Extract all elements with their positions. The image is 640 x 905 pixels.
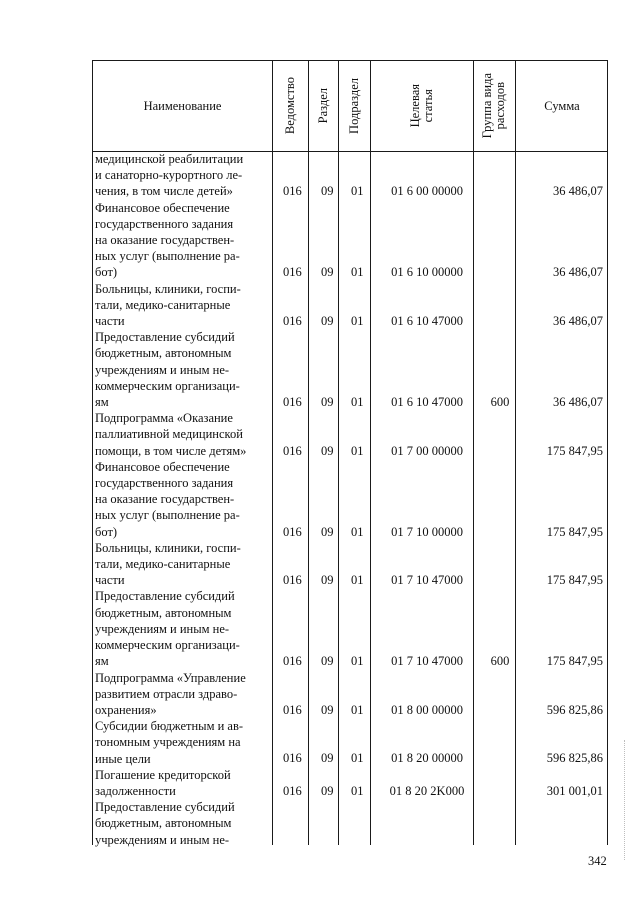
row-name-line: паллиативной медицинской: [95, 427, 243, 442]
row-name-line: Предоставление субсидий: [95, 589, 235, 604]
row-celevaya-value: 01 8 20 2K000: [389, 783, 465, 798]
row-name-line: бот): [95, 265, 118, 280]
row-razdel-value: 09: [321, 265, 334, 280]
row-name-line: учреждениям и иным не-: [95, 362, 230, 377]
header-gruppa-cell: [473, 61, 515, 151]
row-razdel-value: 09: [321, 524, 334, 539]
row-podrazdel-value: 01: [351, 702, 364, 717]
row-podrazdel-value: 01: [351, 184, 364, 199]
row-razdel-value: 09: [321, 702, 334, 717]
row-name-line: государственного задания: [95, 216, 234, 231]
row-summa-value: 175 847,95: [546, 654, 603, 669]
row-celevaya-value: 01 6 10 00000: [391, 265, 463, 280]
row-name-line: чения, в том числе детей»: [95, 184, 233, 199]
row-summa-value: 36 486,07: [553, 395, 603, 409]
row-razdel-value: 09: [321, 184, 334, 199]
row-vedomstvo-value: 016: [283, 573, 302, 588]
column-divider: [338, 61, 339, 845]
row-razdel-value: 09: [321, 751, 334, 766]
row-name-line: части: [95, 573, 125, 588]
row-vedomstvo-value: 016: [283, 265, 302, 280]
header-razdel: Раздел: [315, 88, 330, 124]
row-vedomstvo-value: 016: [283, 751, 302, 766]
row-podrazdel-value: 01: [351, 783, 364, 798]
row-summa-value: 36 486,07: [553, 314, 603, 328]
scan-margin-marks: [624, 740, 627, 860]
row-name-line: бюджетным, автономным: [95, 816, 232, 831]
header-vedomstvo-cell: [272, 61, 308, 151]
row-razdel-value: 09: [321, 395, 334, 409]
row-celevaya-value: 01 8 20 00000: [391, 751, 463, 766]
row-name-line: ных услуг (выполнение ра-: [95, 508, 240, 523]
column-divider: [370, 61, 371, 845]
row-name-line: на оказание государствен-: [95, 233, 235, 248]
row-name-line: Субсидии бюджетным и ав-: [95, 719, 244, 734]
row-razdel-value: 09: [321, 314, 334, 328]
header-razdel-cell: [308, 61, 338, 151]
row-name-line: учреждениям и иным не-: [95, 621, 230, 636]
row-celevaya-value: 01 6 00 00000: [391, 184, 463, 199]
header-podrazdel: Подраздел: [346, 78, 361, 134]
header-name-cell: [93, 61, 272, 151]
row-vedomstvo-value: 016: [283, 184, 302, 199]
row-name-line: государственного задания: [95, 476, 234, 491]
row-summa-value: 596 825,86: [546, 751, 603, 766]
row-celevaya-value: 01 6 10 47000: [391, 395, 463, 409]
row-celevaya-value: 01 7 10 00000: [391, 524, 463, 539]
row-name-line: коммерческим организаци-: [95, 378, 240, 393]
row-name-line: тали, медико-санитарные: [95, 557, 231, 572]
header-summa: Сумма: [544, 98, 580, 113]
row-vedomstvo-value: 016: [283, 702, 302, 717]
row-name-line: и санаторно-курортного ле-: [95, 168, 243, 183]
row-summa-value: 301 001,01: [546, 783, 603, 798]
row-name-line: части: [95, 314, 125, 329]
row-name-line: иные цели: [95, 751, 151, 766]
row-summa-value: 36 486,07: [553, 184, 603, 199]
row-name-line: Больницы, клиники, госпи-: [95, 281, 241, 296]
row-name-line: на оказание государствен-: [95, 492, 235, 507]
column-divider: [308, 61, 309, 845]
row-name-line: Погашение кредиторской: [95, 767, 231, 782]
row-name-line: тали, медико-санитарные: [95, 297, 231, 312]
row-celevaya-value: 01 7 00 00000: [391, 443, 463, 458]
row-celevaya-value: 01 7 10 47000: [391, 654, 463, 669]
row-podrazdel-value: 01: [351, 265, 364, 280]
row-name-line: тономным учреждениям на: [95, 735, 241, 750]
row-podrazdel-value: 01: [351, 654, 364, 669]
row-razdel-value: 09: [321, 443, 334, 458]
row-podrazdel-value: 01: [351, 443, 364, 458]
header-celevaya-cell: [370, 61, 473, 151]
row-name-line: ных услуг (выполнение ра-: [95, 249, 240, 264]
row-name-line: бот): [95, 524, 118, 539]
column-divider: [515, 61, 516, 845]
row-podrazdel-value: 01: [351, 573, 364, 588]
row-vedomstvo-value: 016: [283, 524, 302, 539]
row-celevaya-value: 01 7 10 47000: [391, 573, 463, 588]
row-podrazdel-value: 01: [351, 524, 364, 539]
row-name-line: Больницы, клиники, госпи-: [95, 540, 241, 555]
row-name-line: учреждениям и иным не-: [95, 832, 230, 847]
row-name-line: Подпрограмма «Оказание: [95, 411, 233, 426]
row-summa-value: 596 825,86: [546, 702, 603, 717]
row-name-line: Предоставление субсидий: [95, 800, 235, 815]
row-name-line: Предоставление субсидий: [95, 330, 235, 345]
name-column: [95, 151, 269, 848]
row-summa-value: 175 847,95: [546, 443, 603, 458]
column-divider: [473, 61, 474, 845]
row-gruppa-value: 600: [490, 654, 510, 669]
row-gruppa-value: 600: [490, 395, 510, 409]
row-podrazdel-value: 01: [351, 751, 364, 766]
row-podrazdel-value: 01: [351, 395, 364, 409]
row-vedomstvo-value: 016: [283, 654, 302, 669]
row-summa-value: 36 486,07: [553, 265, 603, 280]
row-name-line: коммерческим организаци-: [95, 638, 240, 653]
budget-table: [92, 60, 608, 845]
header-celevaya: Целевая статья: [407, 84, 435, 128]
row-razdel-value: 09: [321, 573, 334, 588]
row-name-line: бюджетным, автономным: [95, 346, 232, 361]
page-number: 342: [588, 854, 607, 868]
row-name-line: ям: [95, 395, 109, 410]
row-name-line: Подпрограмма «Управление: [95, 670, 246, 685]
row-name-line: ям: [95, 654, 109, 669]
header-gruppa: Группа вида расходов: [480, 73, 507, 139]
row-name-line: Финансовое обеспечение: [95, 200, 230, 215]
row-name-line: бюджетным, автономным: [95, 605, 232, 620]
row-summa-value: 175 847,95: [546, 524, 603, 539]
header-name: Наименование: [143, 98, 222, 113]
row-razdel-value: 09: [321, 783, 334, 798]
row-summa-value: 175 847,95: [546, 573, 603, 588]
row-name-line: медицинской реабилитации: [95, 152, 244, 166]
row-name-line: Финансовое обеспечение: [95, 459, 230, 474]
row-vedomstvo-value: 016: [283, 314, 302, 328]
row-name-line: развитием отрасли здраво-: [95, 686, 238, 701]
column-divider: [272, 61, 273, 845]
row-vedomstvo-value: 016: [283, 783, 302, 798]
row-name-line: помощи, в том числе детям»: [95, 443, 247, 458]
row-vedomstvo-value: 016: [283, 395, 302, 409]
row-name-line: охранения»: [95, 702, 157, 717]
row-razdel-value: 09: [321, 654, 334, 669]
row-celevaya-value: 01 8 00 00000: [391, 702, 463, 717]
header-summa-cell: [515, 61, 609, 151]
row-name-line: задолженности: [95, 783, 176, 798]
header-vedomstvo: Ведомство: [282, 77, 297, 135]
row-vedomstvo-value: 016: [283, 443, 302, 458]
row-podrazdel-value: 01: [351, 314, 364, 328]
header-podrazdel-cell: [338, 61, 370, 151]
row-celevaya-value: 01 6 10 47000: [391, 314, 463, 328]
